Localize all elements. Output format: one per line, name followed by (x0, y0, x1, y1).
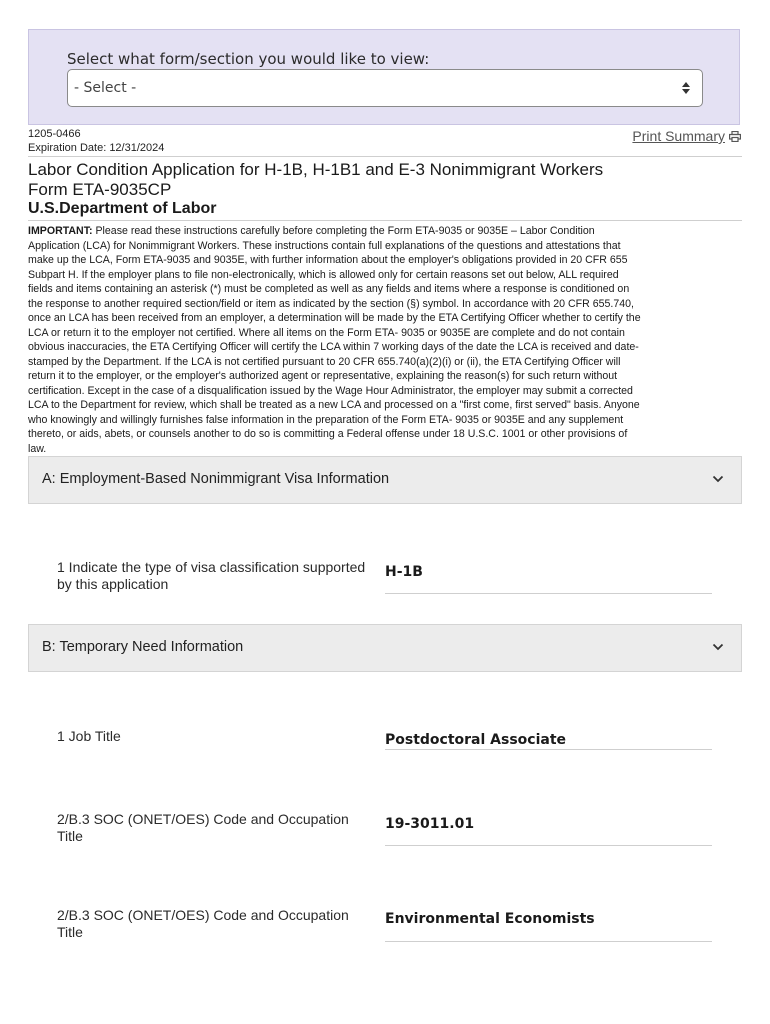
section-a-header[interactable] (28, 456, 742, 504)
section-b-title: B: Temporary Need Information (42, 639, 244, 655)
form-title: Labor Condition Application for H-1B, H-1B1 and E-3 Nonimmigrant Workers (28, 160, 604, 179)
field-value: Environmental Economists (385, 911, 595, 927)
department-name: U.S.Department of Labor (28, 200, 217, 217)
divider (28, 156, 742, 157)
field-underline (385, 941, 712, 942)
print-summary-label: Print Summary (632, 128, 725, 144)
section-b-header[interactable] (28, 624, 742, 672)
printer-icon (729, 131, 741, 142)
selector-label: Select what form/section you would like to view: (67, 50, 430, 68)
form-section-selector-panel (28, 29, 740, 125)
select-current-value: - Select - (74, 80, 137, 96)
form-number: Form ETA-9035CP (28, 180, 172, 199)
chevron-down-icon (712, 642, 724, 652)
field-job-title (57, 728, 712, 756)
section-a-title: A: Employment-Based Nonimmigrant Visa Information (42, 471, 390, 487)
divider (28, 220, 742, 221)
field-visa-classification (57, 559, 712, 599)
field-underline (385, 845, 712, 846)
field-label: 1 Job Title (57, 728, 121, 744)
form-meta (28, 127, 164, 155)
print-summary-link[interactable] (632, 128, 741, 144)
important-instructions: IMPORTANT: Please read these instructions carefully before completing the Form ETA-9035 or 9035E – Labor Condition Application (LCA) for Nonimmigrant Workers. These instructions contain full explanations of the questions and attestations that make up the LCA, Form ETA-9035 and 9035E, with further information about the employer's obligations provided in 20 CFR 655 Subpart H. If the employer plans to file non-electronically, which is allowed only for certain reasons set out below, ALL required fields and items containing an asterisk (*) must be completed as well as any fields and items where a response is conditioned on the response to another required section/field or item as indicated by the section (§) symbol. In accordance with 20 CFR 655.740, once an LCA has been received from an employer, a determination will be made by the ETA Certifying Officer whether to certify the LCA or return it to the employer not certified. Where all items on the Form ETA- 9035 or 9035E are complete and do not contain obvious inaccuracies, the ETA Certifying Officer will certify the LCA within 7 working days of the date the LCA is received and date- stamped by the Department. If the LCA is not certified pursuant to 20 CFR 655.740(a)(2)(i) or (ii), the ETA Certifying Officer will return it to the employer, or the employer's authorized agent or representative, explaining the reason(s) for such return without certification. Except in the case of a disqualification issued by the Wage Hour Administrator, the employer may submit a corrected LCA to the Department for review, which shall be treated as a new LCA and processed on a "first come, first served" basis. Anyone who knowingly and willingly furnishes false information in the preparation of the Form ETA- 9035 or 9035E and any supplement thereto, or aids, abets, or counsels another to do so is committing a Federal offense under 18 U.S.C. 1001 or other provisions of law. (28, 225, 641, 455)
field-value: 19-3011.01 (385, 816, 475, 832)
sort-arrows-icon (681, 81, 691, 95)
field-label: 1 Indicate the type of visa classification supported by this application (57, 559, 366, 592)
expiration-date: Expiration Date: 12/31/2024 (28, 142, 165, 154)
field-label: 2/B.3 SOC (ONET/OES) Code and Occupation Title (57, 811, 349, 844)
field-soc-code (57, 811, 712, 851)
field-occupation-title (57, 907, 712, 947)
omb-number: 1205-0466 (28, 128, 81, 140)
form-section-select[interactable] (67, 69, 703, 107)
field-underline (385, 593, 712, 594)
field-underline (385, 749, 712, 750)
chevron-down-icon (712, 474, 724, 484)
field-label: 2/B.3 SOC (ONET/OES) Code and Occupation Title (57, 907, 349, 940)
field-value: Postdoctoral Associate (385, 732, 567, 748)
field-value: H-1B (385, 564, 423, 580)
important-label: IMPORTANT: (28, 225, 93, 237)
